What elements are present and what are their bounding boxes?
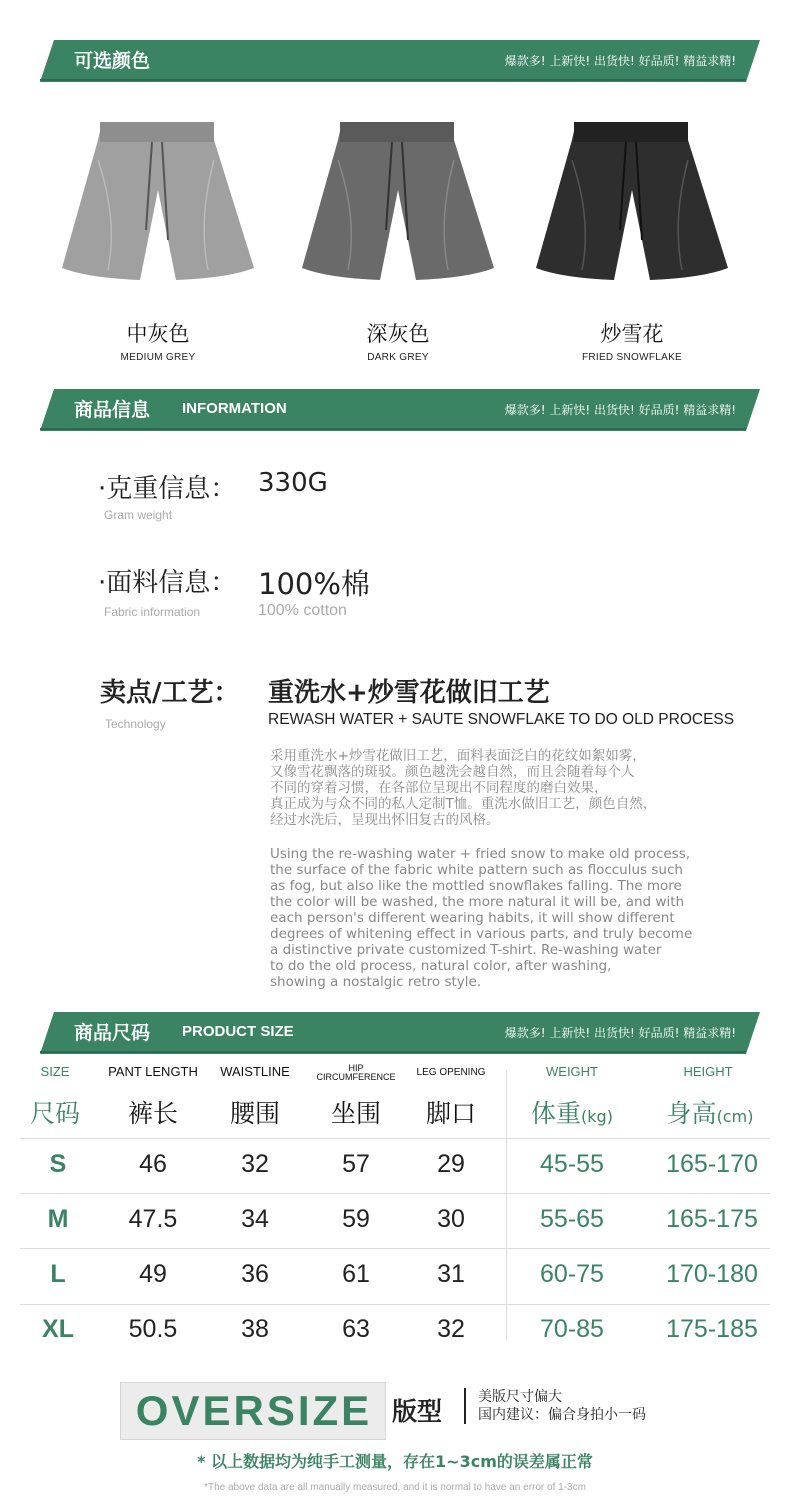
header-waist-en: WAISTLINE	[220, 1064, 290, 1079]
banner-slogan: 爆款多! 上新快! 出货快! 好品质! 精益求精!	[504, 1026, 736, 1040]
shorts-fried-snowflake-image	[532, 120, 732, 302]
cell-hip: 63	[342, 1315, 370, 1343]
tech-sub: Technology	[105, 717, 166, 731]
header-hip-cn: 坐围	[330, 1099, 381, 1128]
row-divider	[20, 1248, 770, 1249]
cell-length: 46	[139, 1150, 167, 1178]
cell-size: S	[49, 1150, 67, 1178]
desc-cn-line: 不同的穿着习惯，在各部位呈现出不同程度的磨白效果，	[270, 780, 608, 796]
banner-slogan: 爆款多! 上新快! 出货快! 好品质! 精益求精!	[504, 403, 736, 417]
weight-cn-text: 体重	[531, 1099, 582, 1128]
cell-waist: 36	[241, 1260, 269, 1288]
table-row	[0, 1205, 790, 1241]
header-length-cn: 裤长	[127, 1099, 178, 1128]
swatch-medium-grey[interactable]	[58, 120, 258, 363]
swatch-en-label: DARK GREY	[367, 352, 429, 363]
fabric-label: ·面料信息：	[98, 568, 237, 598]
desc-cn-line: 经过水洗后，呈现出怀旧复古的风格。	[270, 812, 500, 828]
weight-unit: (kg)	[581, 1107, 613, 1126]
cell-hip: 57	[342, 1150, 370, 1178]
cell-height: 170-180	[666, 1260, 758, 1288]
weight-value: 330G	[258, 468, 328, 498]
desc-en-line: to do the old process, natural color, after washing,	[270, 958, 612, 974]
banner-title: 商品尺码	[74, 1022, 151, 1044]
fit-divider	[464, 1388, 466, 1424]
cell-leg: 31	[437, 1260, 465, 1288]
desc-cn-line: 又像雪花飘落的斑驳。颜色越洗会越自然，而且会随着每个人	[270, 764, 635, 780]
cell-weight: 70-85	[540, 1315, 604, 1343]
fit-type: 版型	[392, 1397, 443, 1426]
table-row	[0, 1260, 790, 1296]
header-size-en: SIZE	[40, 1064, 70, 1079]
desc-en-line: the surface of the fabric white pattern such as flocculus such	[270, 862, 683, 878]
oversize-text: OVERSIZE	[135, 1387, 373, 1434]
cell-leg: 30	[437, 1205, 465, 1233]
swatch-dark-grey[interactable]	[298, 120, 498, 363]
cell-length: 47.5	[128, 1205, 178, 1233]
table-row	[0, 1315, 790, 1351]
banner-title: 商品信息	[74, 399, 151, 421]
header-weight-en: WEIGHT	[546, 1064, 598, 1079]
cell-leg: 32	[437, 1315, 465, 1343]
cell-size: XL	[42, 1315, 74, 1343]
banner-subtitle: INFORMATION	[182, 400, 287, 417]
desc-en-line: degrees of whitening effect in various parts, and truly become	[270, 926, 693, 942]
cell-height: 175-185	[666, 1315, 758, 1343]
desc-en-line: as fog, but also like the mottled snowflakes falling. The more	[270, 878, 682, 894]
cell-height: 165-170	[666, 1150, 758, 1178]
swatch-en-label: FRIED SNOWFLAKE	[581, 352, 683, 363]
oversize-badge	[120, 1382, 386, 1440]
header-length-en: PANT LENGTH	[108, 1064, 198, 1079]
height-unit: (cm)	[716, 1107, 754, 1126]
cell-weight: 45-55	[540, 1150, 604, 1178]
hip-en-top: HIP	[348, 1063, 364, 1073]
desc-en-line: the color will be washed, the more natural it will be, and with	[270, 894, 685, 910]
row-divider	[20, 1193, 770, 1194]
header-leg-cn: 脚口	[425, 1099, 476, 1128]
desc-cn-line: 真正成为与众不同的私人定制T恤。重洗水做旧工艺，颜色自然，	[270, 796, 657, 812]
banner-subtitle: PRODUCT SIZE	[182, 1023, 294, 1040]
header-height-cn	[648, 1094, 772, 1130]
tech-label: 卖点/工艺：	[100, 678, 240, 708]
fit-note-1: 美版尺寸偏大	[478, 1389, 562, 1405]
cell-size: M	[47, 1205, 69, 1233]
cell-waist: 34	[241, 1205, 269, 1233]
desc-cn-line: 采用重洗水+炒雪花做旧工艺，面料表面泛白的花纹如絮如雾，	[270, 748, 646, 764]
shorts-medium-grey-image	[58, 120, 258, 302]
cell-weight: 55-65	[540, 1205, 604, 1233]
cell-hip: 59	[342, 1205, 370, 1233]
swatch-en-label: MEDIUM GREY	[120, 352, 196, 363]
footer-note-cn: * 以上数据均为纯手工测量，存在1~3cm的误差属正常	[197, 1452, 593, 1471]
fabric-sub: Fabric information	[104, 605, 201, 619]
cell-waist: 32	[241, 1150, 269, 1178]
tech-value: 重洗水+炒雪花做旧工艺	[268, 678, 550, 708]
table-row	[0, 1150, 790, 1186]
tech-description-cn	[270, 748, 780, 828]
swatch-cn-label: 中灰色	[126, 322, 190, 346]
banner-slogan: 爆款多! 上新快! 出货快! 好品质! 精益求精!	[504, 54, 736, 68]
desc-en-line: a distinctive private customized T-shirt. Re-washing water	[270, 942, 662, 958]
weight-sub: Gram weight	[104, 508, 173, 522]
cell-length: 50.5	[128, 1315, 178, 1343]
info-banner	[40, 389, 760, 431]
colors-banner	[40, 40, 760, 82]
swatch-fried-snowflake[interactable]	[532, 120, 732, 363]
header-height-en: HEIGHT	[683, 1064, 733, 1079]
size-banner	[40, 1012, 760, 1054]
footer-note-en: *The above data are all manually measured, and it is normal to have an error of 1-3cm	[204, 1482, 586, 1493]
fit-note-2: 国内建议：偏合身拍小一码	[478, 1407, 646, 1423]
header-weight-cn	[512, 1094, 632, 1130]
fabric-value-en: 100% cotton	[258, 602, 347, 619]
tech-description-en	[270, 846, 780, 990]
weight-label: ·克重信息：	[98, 474, 237, 504]
banner-title: 可选颜色	[74, 50, 151, 72]
header-size-cn: 尺码	[29, 1099, 80, 1128]
cell-weight: 60-75	[540, 1260, 604, 1288]
shorts-dark-grey-image	[298, 120, 498, 302]
cell-hip: 61	[342, 1260, 370, 1288]
cell-waist: 38	[241, 1315, 269, 1343]
swatch-cn-label: 深灰色	[366, 322, 430, 346]
header-hip-en	[308, 1064, 404, 1082]
swatch-cn-label: 炒雪花	[600, 322, 664, 346]
height-cn-text: 身高	[666, 1099, 717, 1128]
desc-en-line: showing a nostalgic retro style.	[270, 974, 482, 990]
cell-length: 49	[139, 1260, 167, 1288]
fabric-value: 100%棉	[258, 567, 370, 601]
cell-height: 165-175	[666, 1205, 758, 1233]
fit-notes	[478, 1388, 646, 1424]
header-waist-cn: 腰围	[229, 1099, 280, 1128]
header-leg-en: LEG OPENING	[416, 1067, 486, 1078]
row-divider	[20, 1138, 770, 1139]
tech-value-en: REWASH WATER + SAUTE SNOWFLAKE TO DO OLD PROCESS	[268, 711, 735, 728]
hip-en-bottom: CIRCUMFERENCE	[316, 1072, 396, 1082]
desc-en-line: each person's different wearing habits, it will show different	[270, 910, 675, 926]
row-divider	[20, 1304, 770, 1305]
cell-size: L	[50, 1260, 66, 1288]
desc-en-line: Using the re-washing water + fried snow to make old process,	[270, 846, 691, 862]
cell-leg: 29	[437, 1150, 465, 1178]
